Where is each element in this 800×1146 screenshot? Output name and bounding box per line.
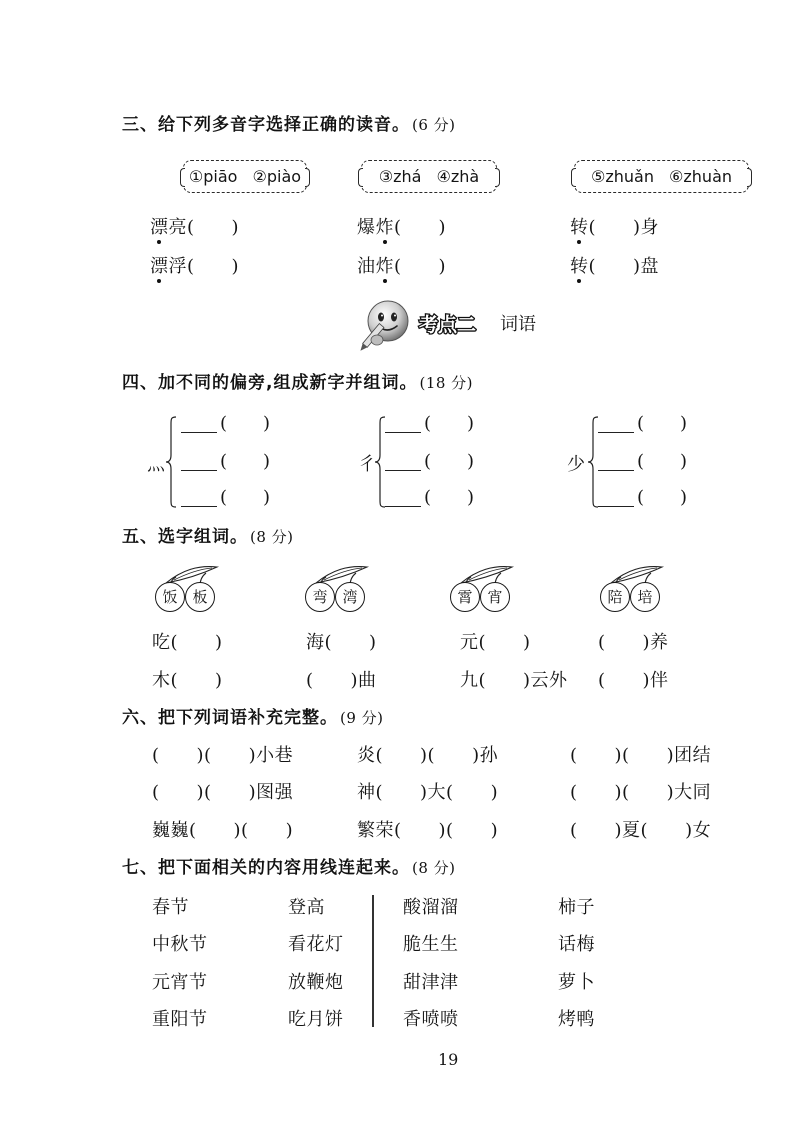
radical-character: 彳 [358, 454, 376, 475]
choice-character: 宵 [480, 582, 510, 612]
choice-character: 湾 [335, 582, 365, 612]
taste-item: 甜津津 [403, 972, 459, 993]
item-suffix: ( )盘 [588, 256, 660, 277]
custom-item: 放鞭炮 [288, 972, 344, 993]
section-5-heading: 五、选字组词。 [122, 527, 248, 547]
write-line [598, 451, 634, 471]
polyphone-item [150, 256, 239, 278]
idiom-blank-item: 巍巍( )( ) [152, 820, 294, 841]
choice-character: 板 [185, 582, 215, 612]
custom-item: 看花灯 [288, 934, 344, 955]
word-paren-blank: ( ) [220, 451, 271, 472]
item-suffix: 亮( ) [168, 217, 240, 238]
word-blank-item: 吃( ) [152, 632, 223, 653]
section-6-score: (9 分) [340, 709, 384, 727]
character-choice-pair [304, 562, 370, 614]
smiley-pencil-icon [356, 297, 416, 351]
word-blank-item: ( )曲 [306, 670, 377, 691]
section-3-heading: 三、给下列多音字选择正确的读音。 [122, 115, 410, 135]
fill-blank-row [598, 451, 687, 473]
write-line [598, 413, 634, 433]
section-7-heading: 七、把下面相关的内容用线连起来。 [122, 858, 410, 878]
food-item: 柿子 [558, 897, 595, 918]
section-6-title [122, 708, 384, 728]
write-line [385, 413, 421, 433]
topic-title: 词语 [500, 314, 536, 335]
word-paren-blank: ( ) [637, 451, 688, 472]
custom-item: 吃月饼 [288, 1009, 344, 1030]
festival-item: 中秋节 [152, 934, 208, 955]
choice-character: 陪 [600, 582, 630, 612]
word-blank-item: 九( )云外 [460, 670, 568, 691]
fill-blank-row [598, 413, 687, 435]
festival-item: 春节 [152, 897, 189, 918]
pinyin-option-box: ①piāo ②piào [183, 160, 307, 193]
idiom-blank-item: 繁荣( )( ) [357, 820, 499, 841]
word-paren-blank: ( ) [637, 487, 688, 508]
fill-blank-row [181, 413, 270, 435]
polyphone-item [357, 217, 446, 239]
word-paren-blank: ( ) [424, 487, 475, 508]
taste-item: 酸溜溜 [403, 897, 459, 918]
write-line [181, 451, 217, 471]
idiom-blank-item: ( )( )图强 [152, 782, 294, 803]
word-blank-item: 木( ) [152, 670, 223, 691]
dotted-character: 转 [570, 256, 589, 277]
dotted-character: 漂 [150, 256, 169, 277]
polyphone-item [150, 217, 239, 239]
word-paren-blank: ( ) [220, 413, 271, 434]
section-3-score: (6 分) [412, 116, 456, 134]
item-suffix: ( ) [394, 256, 447, 277]
festival-item: 重阳节 [152, 1009, 208, 1030]
fill-blank-row [385, 487, 474, 509]
idiom-blank-item: 炎( )( )孙 [357, 745, 499, 766]
section-5-title [122, 527, 294, 547]
page-number: 19 [438, 1050, 459, 1069]
choice-character: 饭 [155, 582, 185, 612]
item-prefix: 爆 [357, 217, 376, 238]
word-paren-blank: ( ) [424, 413, 475, 434]
word-blank-item: ( )伴 [598, 670, 669, 691]
write-line [181, 487, 217, 507]
section-4-heading: 四、加不同的偏旁,组成新字并组词。 [122, 373, 418, 393]
column-divider [372, 895, 374, 1027]
custom-item: 登高 [288, 897, 325, 918]
item-suffix: 浮( ) [168, 256, 240, 277]
fill-blank-row [385, 413, 474, 435]
festival-item: 元宵节 [152, 972, 208, 993]
dotted-character: 漂 [150, 217, 169, 238]
fill-blank-row [181, 487, 270, 509]
left-brace [165, 416, 177, 508]
radical-character: 少 [567, 454, 585, 475]
choice-character: 霄 [450, 582, 480, 612]
food-item: 话梅 [558, 934, 595, 955]
radical-character: 灬 [147, 454, 165, 475]
food-item: 萝卜 [558, 972, 595, 993]
dotted-character: 炸 [375, 256, 394, 277]
write-line [598, 487, 634, 507]
section-4-title [122, 373, 473, 393]
section-3-title [122, 115, 456, 135]
polyphone-item [570, 217, 659, 239]
dotted-character: 炸 [375, 217, 394, 238]
section-6-heading: 六、把下列词语补充完整。 [122, 708, 338, 728]
dotted-character: 转 [570, 217, 589, 238]
character-choice-pair [154, 562, 220, 614]
idiom-blank-item: ( )( )大同 [570, 782, 712, 803]
word-blank-item: 海( ) [306, 632, 377, 653]
item-suffix: ( )身 [588, 217, 660, 238]
item-prefix: 油 [357, 256, 376, 277]
word-blank-item: 元( ) [460, 632, 531, 653]
write-line [385, 451, 421, 471]
write-line [181, 413, 217, 433]
character-choice-pair [449, 562, 515, 614]
fill-blank-row [598, 487, 687, 509]
pinyin-option-box: ③zhá ④zhà [361, 160, 497, 193]
taste-item: 脆生生 [403, 934, 459, 955]
idiom-blank-item: 神( )大( ) [357, 782, 499, 803]
section-7-score: (8 分) [412, 859, 456, 877]
item-suffix: ( ) [394, 217, 447, 238]
topic-badge: 考点二 [419, 314, 477, 336]
choice-character: 培 [630, 582, 660, 612]
taste-item: 香喷喷 [403, 1009, 459, 1030]
pinyin-option-box: ⑤zhuǎn ⑥zhuàn [574, 160, 749, 193]
word-paren-blank: ( ) [424, 451, 475, 472]
food-item: 烤鸭 [558, 1009, 595, 1030]
write-line [385, 487, 421, 507]
character-choice-pair [599, 562, 665, 614]
choice-character: 弯 [305, 582, 335, 612]
word-blank-item: ( )养 [598, 632, 669, 653]
fill-blank-row [181, 451, 270, 473]
idiom-blank-item: ( )( )小巷 [152, 745, 294, 766]
section-5-score: (8 分) [250, 528, 294, 546]
section-4-score: (18 分) [419, 374, 474, 392]
polyphone-item [570, 256, 659, 278]
word-paren-blank: ( ) [220, 487, 271, 508]
word-paren-blank: ( ) [637, 413, 688, 434]
idiom-blank-item: ( )( )团结 [570, 745, 712, 766]
section-7-title [122, 858, 456, 878]
polyphone-item [357, 256, 446, 278]
idiom-blank-item: ( )夏( )女 [570, 820, 712, 841]
fill-blank-row [385, 451, 474, 473]
